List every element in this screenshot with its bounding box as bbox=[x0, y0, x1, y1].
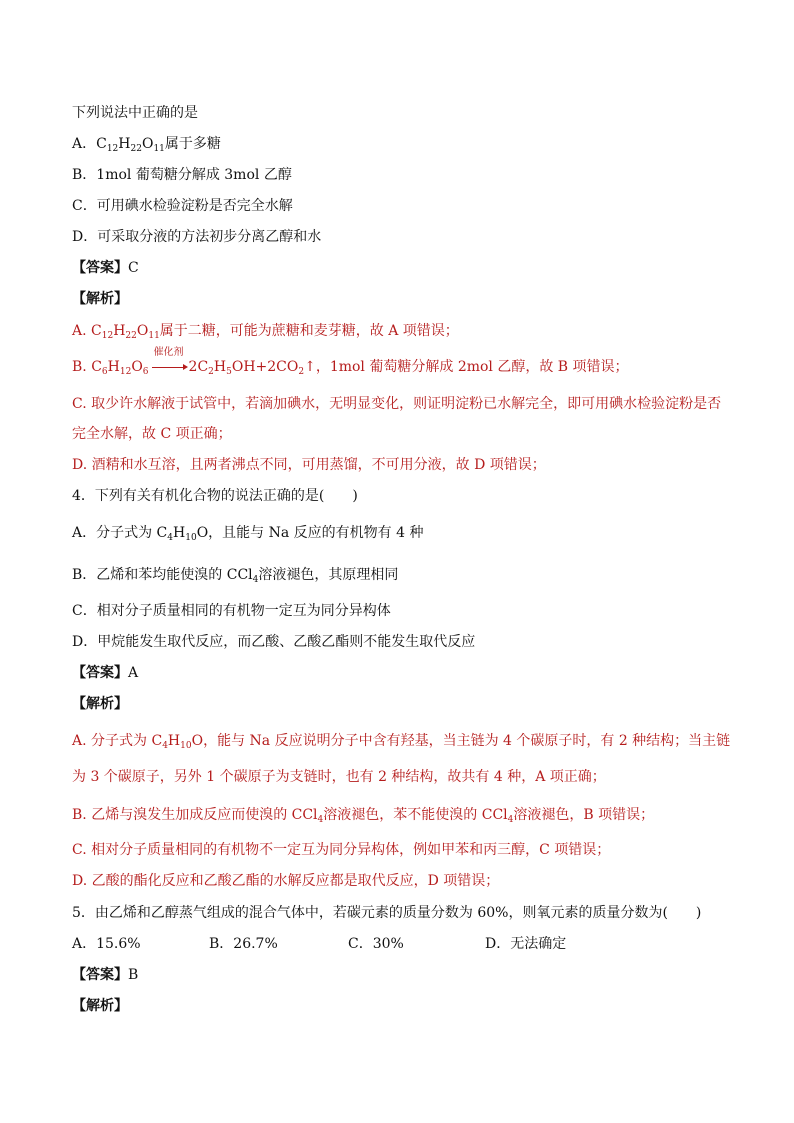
q4-explanation-b: B. 乙烯与溴发生加成反应而使溴的 CCl$_4$溶液褪色，苯不能使溴的 CCl$_4$溶液褪色，B 项错误； bbox=[72, 807, 655, 825]
q4-explanation-c: C. 相对分子质量相同的有机物不一定互为同分异构体，例如甲苯和丙三醇，C 项错误； bbox=[72, 842, 611, 858]
q5-stem: 5．由乙烯和乙醇蒸气组成的混合气体中，若碳元素的质量分数为 60%，则氧元素的质量分数为( ) bbox=[72, 905, 702, 921]
reaction-arrow bbox=[151, 347, 187, 374]
answer-label: 【答案】 bbox=[72, 260, 128, 276]
q3-option-b: B．1mol 葡萄糖分解成 3mol 乙醇 bbox=[72, 167, 292, 183]
answer-value: C bbox=[128, 260, 139, 276]
answer-value: A bbox=[128, 665, 139, 681]
q3-explanation-c-line1: C. 取少许水解液于试管中，若滴加碘水，无明显变化，则证明淀粉已水解完全，即可用碘水检验淀粉是否 bbox=[72, 396, 722, 412]
catalyst-label: 催化剂 bbox=[153, 347, 184, 358]
q4-explanation-d: D. 乙酸的酯化反应和乙酸乙酯的水解反应都是取代反应，D 项错误； bbox=[72, 873, 500, 889]
q3-option-c: C．可用碘水检验淀粉是否完全水解 bbox=[72, 198, 293, 214]
q4-option-c: C．相对分子质量相同的有机物一定互为同分异构体 bbox=[72, 603, 391, 619]
q3-explanation-b: B. $C_6H_{12}O_6$ 催化剂 $2C_2H_5OH+2CO_2↑$，1mol 葡萄糖分解成 2mol 乙醇，故 B 项错误； bbox=[72, 347, 629, 377]
q5-answer bbox=[72, 968, 138, 982]
q4-option-d: D．甲烷能发生取代反应，而乙酸、乙酸乙酯则不能发生取代反应 bbox=[72, 634, 476, 650]
q5-analysis-label: 【解析】 bbox=[72, 998, 128, 1014]
answer-value: B bbox=[128, 967, 139, 983]
q4-explanation-a-line1: A. 分子式为 $C_4H_{10}O$，能与 Na 反应说明分子中含有羟基，当主链为 4 个碳原子时，有 2 种结构；当主链 bbox=[72, 733, 731, 751]
q3-explanation-c-line2: 完全水解，故 C 项正确； bbox=[72, 426, 232, 442]
q5-option-c: C．30% bbox=[348, 936, 404, 952]
q4-option-a: A．分子式为 $C_4H_{10}O$，且能与 Na 反应的有机物有 4 种 bbox=[72, 525, 424, 543]
q4-answer bbox=[72, 666, 138, 680]
q3-answer bbox=[72, 261, 139, 275]
q3-analysis-label: 【解析】 bbox=[72, 291, 128, 307]
q4-option-b: B．乙烯和苯均能使溴的 CCl$_4$溶液褪色，其原理相同 bbox=[72, 567, 399, 585]
q3-option-a: A．$C_{12}H_{22}O_{11}$属于多糖 bbox=[72, 136, 221, 154]
answer-label: 【答案】 bbox=[72, 967, 128, 983]
q4-explanation-a-line2: 为 3 个碳原子，另外 1 个碳原子为支链时，也有 2 种结构，故共有 4 种，A 项正确； bbox=[72, 769, 606, 785]
q3-explanation-d: D. 酒精和水互溶，且两者沸点不同，可用蒸馏，不可用分液，故 D 项错误； bbox=[72, 457, 546, 473]
q3-option-d: D．可采取分液的方法初步分离乙醇和水 bbox=[72, 229, 322, 245]
q3-stem: 下列说法中正确的是 bbox=[72, 105, 198, 121]
q5-option-a: A．15.6% bbox=[72, 936, 141, 952]
q4-analysis-label: 【解析】 bbox=[72, 696, 128, 712]
q3-explanation-a: A. $C_{12}H_{22}O_{11}$属于二糖，可能为蔗糖和麦芽糖，故 A 项错误； bbox=[72, 323, 459, 341]
q5-option-d: D．无法确定 bbox=[485, 936, 567, 952]
q4-stem: 4．下列有关有机化合物的说法正确的是( ) bbox=[72, 488, 358, 504]
q5-option-b: B．26.7% bbox=[209, 936, 278, 952]
answer-label: 【答案】 bbox=[72, 665, 128, 681]
